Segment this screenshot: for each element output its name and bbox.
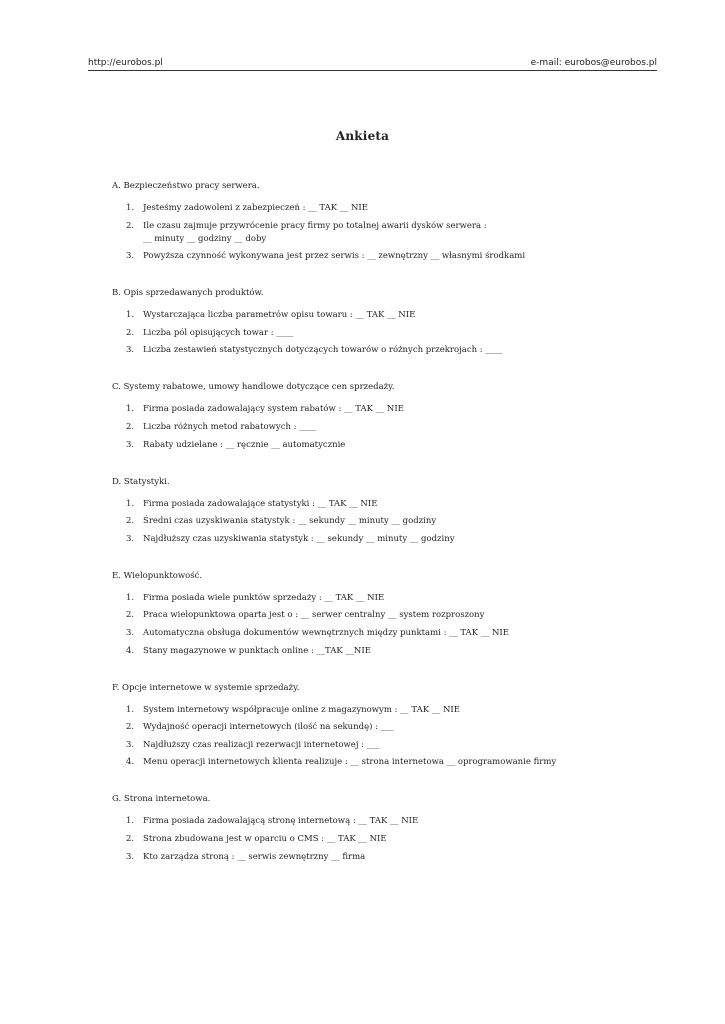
question-item (112, 403, 672, 416)
question-item (112, 421, 672, 434)
question-list (112, 202, 672, 263)
question-number: 2. (126, 610, 135, 621)
question-list (112, 592, 672, 658)
question-text: Firma posiada zadowalającą stronę internetową : __ TAK __ NIE (143, 816, 419, 827)
question-text: Najdłuższy czas uzyskiwania statystyk : __ sekundy __ minuty __ godziny (143, 533, 455, 544)
question-text: Liczba różnych metod rabatowych : ____ (143, 421, 317, 432)
question-text: System internetowy współpracuje online z magazynowym : __ TAK __ NIE (143, 704, 460, 715)
question-number: 3. (126, 345, 135, 356)
question-number: 1. (126, 592, 135, 603)
question-text: Ile czasu zajmuje przywrócenie pracy firmy po totalnej awarii dysków serwera : (143, 220, 487, 231)
question-text: Strona zbudowana jest w oparciu o CMS : __ TAK __ NIE (143, 833, 387, 844)
page-title: Ankieta (335, 129, 390, 143)
header-url: http://eurobos.pl (88, 58, 163, 68)
question-text: Liczba zestawień statystycznych dotyczących towarów o różnych przekrojach : ____ (143, 345, 503, 356)
question-item (112, 704, 672, 717)
question-list (112, 309, 672, 357)
question-item (112, 498, 672, 511)
question-item (112, 815, 672, 828)
question-item (112, 220, 672, 246)
question-number: 1. (126, 404, 135, 415)
question-item (112, 202, 672, 215)
question-number: 3. (126, 251, 135, 262)
question-item (112, 627, 672, 640)
question-item (112, 645, 672, 658)
question-item (112, 592, 672, 605)
question-list (112, 815, 672, 863)
question-text: Średni czas uzyskiwania statystyk : __ sekundy __ minuty __ godziny (143, 516, 437, 527)
question-options: __ minuty __ godziny __ doby (143, 233, 267, 244)
question-number: 3. (126, 739, 135, 750)
question-item (112, 327, 672, 340)
question-list (112, 704, 672, 770)
question-text: Rabaty udzielane : __ ręcznie __ automatycznie (143, 439, 346, 450)
question-number: 4. (126, 757, 135, 768)
page-header (88, 58, 657, 71)
question-text: Najdłuższy czas realizacji rezerwacji internetowej : ___ (143, 739, 380, 750)
question-item (112, 609, 672, 622)
question-item (112, 721, 672, 734)
question-text: Automatyczna obsługa dokumentów wewnętrznych między punktami : __ TAK __ NIE (143, 627, 509, 638)
question-text: Powyższa czynność wykonywana jest przez serwis : __ zewnętrzny __ własnymi środkami (143, 251, 526, 262)
question-item (112, 439, 672, 452)
survey-section (112, 475, 672, 546)
section-title: F. Opcje internetowe w systemie sprzedaży. (112, 682, 300, 693)
question-number: 2. (126, 516, 135, 527)
question-text: Wydajność operacji internetowych (ilość na sekundę) : ___ (143, 722, 394, 733)
survey-section (112, 792, 672, 863)
question-number: 4. (126, 645, 135, 656)
question-number: 1. (126, 704, 135, 715)
survey-section (112, 569, 672, 658)
section-title: A. Bezpieczeństwo pracy serwera. (112, 181, 260, 191)
question-text: Jesteśmy zadowoleni z zabezpieczeń : __ TAK __ NIE (143, 203, 368, 213)
question-item (112, 344, 672, 357)
survey-section (112, 286, 672, 357)
question-number: 1. (126, 498, 135, 509)
section-title: D. Statystyki. (112, 476, 170, 487)
question-item (112, 756, 672, 769)
question-item (112, 309, 672, 322)
question-text: Firma posiada wiele punktów sprzedaży : __ TAK __ NIE (143, 592, 385, 603)
survey-section (112, 681, 672, 770)
survey-sections (112, 179, 672, 887)
question-item (112, 739, 672, 752)
question-list (112, 403, 672, 451)
survey-section (112, 179, 672, 263)
question-list (112, 498, 672, 546)
question-number: 3. (126, 533, 135, 544)
question-text: Liczba pól opisujących towar : ____ (143, 327, 294, 338)
question-text: Praca wielopunktowa oparta jest o : __ serwer centralny __ system rozproszony (143, 610, 485, 621)
question-number: 3. (126, 627, 135, 638)
section-title: B. Opis sprzedawanych produktów. (112, 288, 264, 299)
question-number: 3. (126, 439, 135, 450)
question-number: 2. (126, 327, 135, 338)
section-title: G. Strona internetowa. (112, 794, 211, 805)
question-text: Firma posiada zadowalające statystyki : __ TAK __ NIE (143, 498, 378, 509)
question-item (112, 851, 672, 864)
question-number: 2. (126, 220, 135, 231)
survey-section (112, 380, 672, 451)
question-number: 1. (126, 203, 135, 213)
question-item (112, 515, 672, 528)
header-email: e-mail: eurobos@eurobos.pl (530, 58, 657, 68)
question-item (112, 833, 672, 846)
question-text: Kto zarządza stroną : __ serwis zewnętrzny __ firma (143, 851, 366, 862)
question-number: 1. (126, 310, 135, 321)
question-number: 1. (126, 816, 135, 827)
question-number: 2. (126, 421, 135, 432)
question-number: 2. (126, 722, 135, 733)
question-text: Firma posiada zadowalający system rabatów : __ TAK __ NIE (143, 404, 404, 415)
section-title: C. Systemy rabatowe, umowy handlowe dotyczące cen sprzedaży. (112, 382, 395, 393)
question-number: 2. (126, 833, 135, 844)
question-text: Stany magazynowe w punktach online : __TAK __NIE (143, 645, 371, 656)
question-number: 3. (126, 851, 135, 862)
question-text: Wystarczająca liczba parametrów opisu towaru : __ TAK __ NIE (143, 310, 416, 321)
question-item (112, 250, 672, 263)
question-item (112, 533, 672, 546)
section-title: E. Wielopunktowość. (112, 570, 203, 581)
question-text: Menu operacji internetowych klienta realizuje : __ strona internetowa __ oprogramowanie firmy (143, 757, 557, 768)
